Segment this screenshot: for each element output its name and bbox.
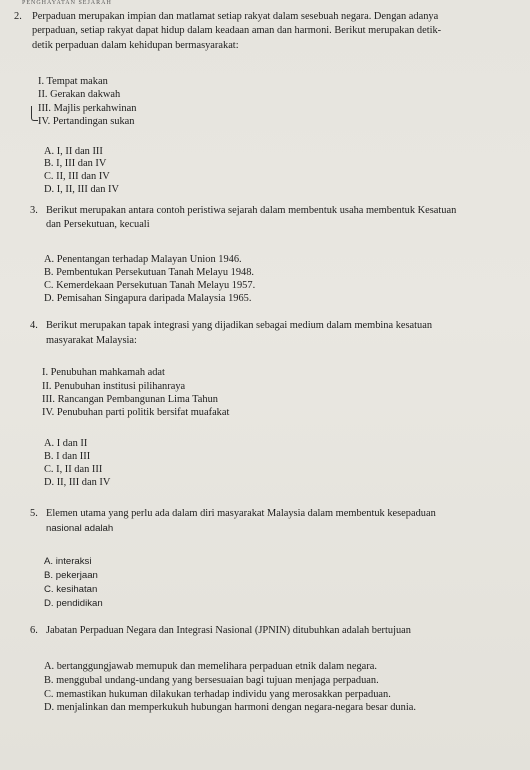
statement-item: II. Gerakan dakwah xyxy=(38,89,121,100)
answer-option-b[interactable]: B. I dan III xyxy=(44,451,91,462)
answer-option-a[interactable]: A. I dan II xyxy=(44,438,88,449)
statement-item: I. Penubuhan mahkamah adat xyxy=(42,367,165,378)
question-stem-line: masyarakat Malaysia: xyxy=(46,335,137,346)
answer-option-c[interactable]: C. I, II dan III xyxy=(44,464,103,475)
answer-option-b[interactable]: B. I, III dan IV xyxy=(44,158,107,169)
answer-option-d[interactable]: D. I, II, III dan IV xyxy=(44,184,120,195)
answer-option-c[interactable]: C. kesihatan xyxy=(44,584,98,595)
answer-option-a[interactable]: A. I, II dan III xyxy=(44,146,103,157)
answer-option-b[interactable]: B. Pembentukan Persekutuan Tanah Melayu 1948. xyxy=(44,267,255,278)
question-stem-line: perpaduan, setiap rakyat dapat hidup dalam keadaan aman dan harmoni. Berikut merupakan detik- xyxy=(32,25,442,36)
answer-option-c[interactable]: C. Kemerdekaan Persekutuan Tanah Melayu 1957. xyxy=(44,280,256,291)
statement-item: II. Penubuhan institusi pilihanraya xyxy=(42,381,186,392)
statement-item: IV. Pertandingan sukan xyxy=(38,116,135,127)
question-stem-line: Elemen utama yang perlu ada dalam diri masyarakat Malaysia dalam membentuk kesepaduan xyxy=(46,508,436,519)
answer-option-d[interactable]: D. II, III dan IV xyxy=(44,477,111,488)
question-number: 3. xyxy=(30,205,38,216)
question-stem-line: Jabatan Perpaduan Negara dan Integrasi Nasional (JPNIN) ditubuhkan adalah bertujuan xyxy=(46,625,411,636)
answer-option-a[interactable]: A. Penentangan terhadap Malayan Union 1946. xyxy=(44,254,242,265)
answer-option-d[interactable]: D. menjalinkan dan memperkukuh hubungan harmoni dengan negara-negara besar dunia. xyxy=(44,702,416,713)
statement-item: I. Tempat makan xyxy=(38,76,108,87)
pen-mark xyxy=(31,106,38,121)
statement-item: III. Rancangan Pembangunan Lima Tahun xyxy=(42,394,218,405)
question-number: 5. xyxy=(30,508,38,519)
answer-option-a[interactable]: A. interaksi xyxy=(44,556,92,567)
question-stem-line: nasional adalah xyxy=(46,523,114,534)
statement-item: IV. Penubuhan parti politik bersifat muafakat xyxy=(42,407,230,418)
answer-option-b[interactable]: B. menggubal undang-undang yang bersesuaian bagi tujuan menjaga perpaduan. xyxy=(44,675,379,686)
page-header-text: PENGHAYATAN SEJARAH xyxy=(22,0,112,6)
question-number: 6. xyxy=(30,625,38,636)
question-stem-line: detik perpaduan dalam kehidupan bermasyarakat: xyxy=(32,40,239,51)
answer-option-c[interactable]: C. memastikan hukuman dilakukan terhadap individu yang merosakkan perpaduan. xyxy=(44,689,391,700)
question-number: 2. xyxy=(14,11,22,22)
question-stem-line: Berikut merupakan antara contoh peristiwa sejarah dalam membentuk usaha membentuk Kesatuan xyxy=(46,205,457,216)
question-stem-line: dan Persekutuan, kecuali xyxy=(46,219,150,230)
answer-option-d[interactable]: D. Pemisahan Singapura daripada Malaysia 1965. xyxy=(44,293,252,304)
question-number: 4. xyxy=(30,320,38,331)
answer-option-b[interactable]: B. pekerjaan xyxy=(44,570,98,581)
answer-option-d[interactable]: D. pendidikan xyxy=(44,598,103,609)
answer-option-c[interactable]: C. II, III dan IV xyxy=(44,171,110,182)
answer-option-a[interactable]: A. bertanggungjawab memupuk dan memelihara perpaduan etnik dalam negara. xyxy=(44,661,377,672)
question-stem-line: Perpaduan merupakan impian dan matlamat setiap rakyat dalam sesebuah negara. Dengan adanya xyxy=(32,11,439,22)
question-stem-line: Berikut merupakan tapak integrasi yang dijadikan sebagai medium dalam membina kesatuan xyxy=(46,320,433,331)
statement-item: III. Majlis perkahwinan xyxy=(38,103,137,114)
